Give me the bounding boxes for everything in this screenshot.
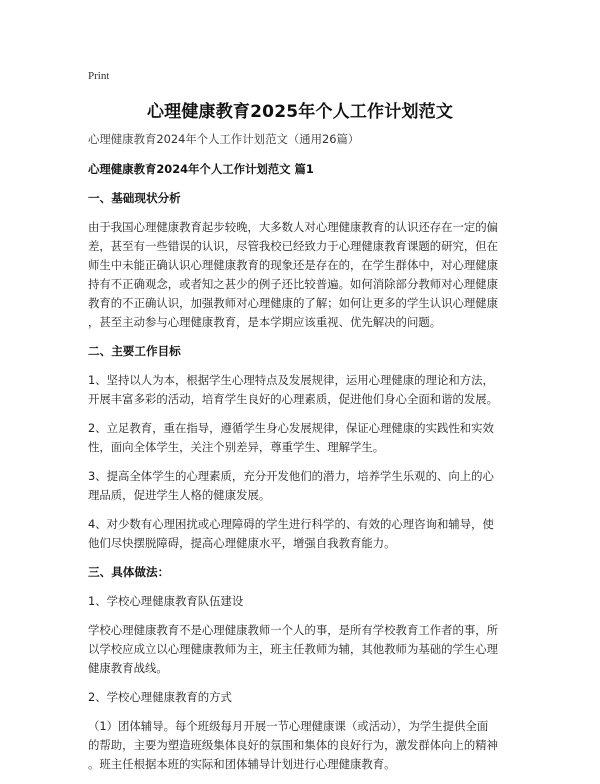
document-body: [88, 130, 513, 784]
text-line: 性，面向全体学生，关注个别差异，尊重学生、理解学生。: [88, 440, 385, 454]
sub-heading-methods-of-education: 2、学校心理健康教育的方式: [88, 690, 232, 704]
text-line: 4、对少数有心理困扰或心理障碍的学生进行科学的、有效的心理咨询和辅导，使: [88, 517, 494, 531]
text-line: （1）团体辅导。每个班级每月开展一节心理健康课（或活动），为学生提供全面: [88, 719, 489, 733]
text-line: ，甚至主动参与心理健康教育，是本学期应该重视、优先解决的问题。: [88, 315, 442, 329]
text-line: 差，甚至有一些错误的认识，尽管我校已经致力于心理健康教育课题的研究，但在: [88, 239, 499, 253]
text-line: 。班主任根据本班的实际和团体辅导计划进行心理健康教育。: [88, 757, 396, 771]
goal-item-2: [88, 419, 513, 457]
paragraph-team-building: [88, 621, 513, 678]
section-heading-main-goals: 二、主要工作目标: [88, 344, 181, 358]
text-line: 1、坚持以人为本，根据学生心理特点及发展规律，运用心理健康的理论和方法，: [88, 373, 494, 387]
text-line: 3、提高全体学生的心理素质，充分开发他们的潜力，培养学生乐观的、向上的心: [88, 469, 494, 483]
text-line: 持有不正确观念，或者知之甚少的例子还比较普遍。如何消除部分教师对心理健康: [88, 277, 499, 291]
text-line: 学校心理健康教育不是心理健康教师一个人的事，是所有学校教育工作者的事，所: [88, 623, 499, 637]
document-title: 心理健康教育2025年个人工作计划范文: [146, 102, 454, 122]
text-line: 健康教育战线。: [88, 661, 168, 675]
section-heading-basic-analysis: 一、基础现状分析: [88, 191, 181, 205]
text-line: 的帮助，主要为塑造班级集体良好的氛围和集体的良好行为，激发群体向上的精神: [88, 738, 499, 752]
goal-item-4: [88, 515, 513, 553]
text-line: 开展丰富多彩的活动，培育学生良好的心理素质，促进他们身心全面和谐的发展。: [88, 392, 499, 406]
goal-item-3: [88, 467, 513, 505]
goal-item-1: [88, 371, 513, 409]
text-line: 理品质，促进学生人格的健康发展。: [88, 488, 271, 502]
text-line: 师生中未能正确认识心理健康教育的现象还是存在的，在学生群体中，对心理健康: [88, 258, 499, 272]
section-heading-methods: 三、具体做法：: [88, 565, 170, 579]
sub-heading-team-building: 1、学校心理健康教育队伍建设: [88, 594, 244, 608]
text-line: 2、立足教育，重在指导，遵循学生身心发展规律，保证心理健康的实践性和实效: [88, 421, 494, 435]
paragraph-basic-analysis: [88, 218, 513, 332]
text-line: 以学校应成立以心理健康教师为主，班主任教师为辅，其他教师为基础的学生心理: [88, 642, 499, 656]
print-label[interactable]: Print: [88, 70, 110, 82]
text-line: 由于我国心理健康教育起步较晚，大多数人对心理健康教育的认识还存在一定的偏: [88, 220, 499, 234]
article-heading: 心理健康教育2024年个人工作计划范文 篇1: [88, 162, 314, 176]
text-line: 他们尽快摆脱障碍，提高心理健康水平，增强自我教育能力。: [88, 536, 396, 550]
document-subtitle: 心理健康教育2024年个人工作计划范文（通用26篇）: [88, 132, 360, 146]
text-line: 教育的不正确认识，加强教师对心理健康的了解；如何让更多的学生认识心理健康: [88, 296, 499, 310]
paragraph-group-counseling: [88, 717, 513, 774]
